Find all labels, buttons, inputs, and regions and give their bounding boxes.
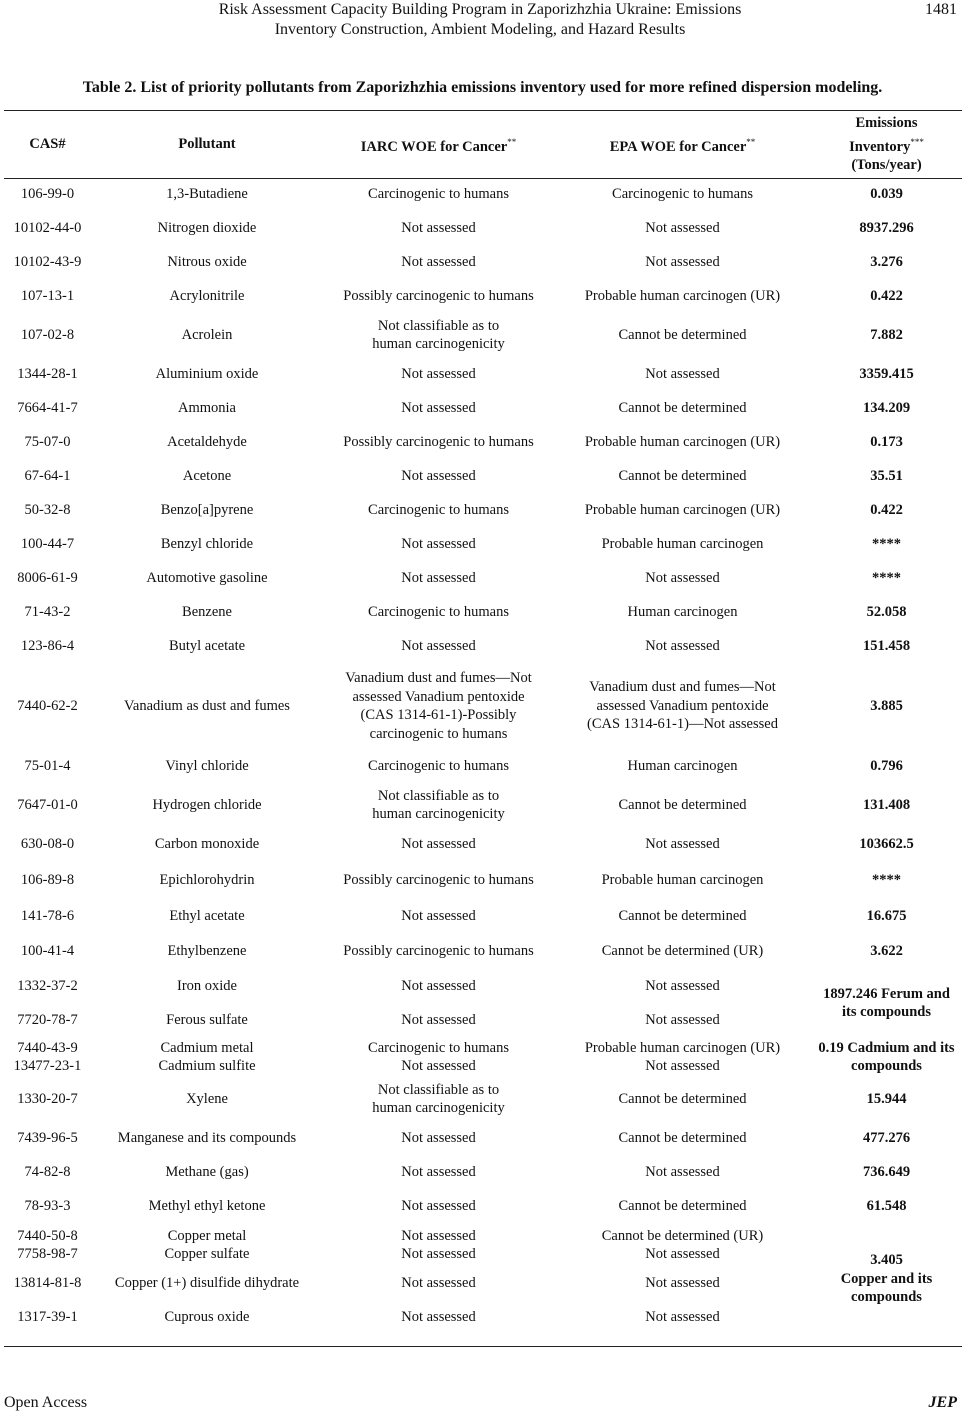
table-row — [4, 595, 962, 629]
cell-cas: 50-32-8 — [24, 501, 71, 518]
cell-iarc: Vanadium dust and fumes—Not assessed Vanadium pentoxide (CAS 1314-61-1)-Possibly carcinogenic to humans — [345, 670, 532, 742]
cell-emis: 1897.246 Ferum and its compounds — [823, 985, 950, 1020]
cell-iarc: Not assessed — [401, 1308, 476, 1325]
cell-iarc: Not classifiable as to human carcinogenicity — [372, 317, 505, 352]
cell-pollutant: Copper metal Copper sulfate — [164, 1227, 250, 1262]
cell-epa: Probable human carcinogen (UR) — [584, 433, 781, 450]
cell-cas: 75-01-4 — [24, 757, 71, 774]
cell-epa: Cannot be determined — [618, 1129, 747, 1146]
cell-pollutant: Manganese and its compounds — [117, 1129, 297, 1146]
table-row — [4, 933, 962, 969]
cell-cas: 1344-28-1 — [17, 365, 78, 382]
cell-epa: Cannot be determined (UR) Not assessed — [601, 1227, 764, 1262]
cell-epa: Not assessed — [645, 365, 720, 382]
cell-iarc: Carcinogenic to humans — [368, 757, 509, 774]
table-row — [4, 357, 962, 391]
cell-cas: 7647-01-0 — [17, 796, 78, 813]
table-row — [4, 749, 962, 783]
cell-epa: Cannot be determined — [618, 467, 747, 484]
cell-epa: Not assessed — [645, 253, 720, 270]
cell-cas: 7440-62-2 — [17, 697, 78, 714]
column-header-iarc: IARC WOE for Cancer** — [360, 136, 517, 155]
table-row — [4, 211, 962, 245]
cell-epa: Probable human carcinogen — [601, 535, 764, 552]
cell-cas: 71-43-2 — [24, 603, 71, 620]
footnote-mark: *** — [910, 136, 924, 147]
cell-epa: Not assessed — [645, 1163, 720, 1180]
cell-iarc: Not assessed — [401, 637, 476, 654]
table-row — [4, 1155, 962, 1189]
table-row — [4, 1077, 962, 1121]
table-row — [4, 1037, 962, 1077]
cell-iarc: Not assessed — [401, 1129, 476, 1146]
cell-pollutant: Epichlorohydrin — [159, 871, 255, 888]
cell-emis: 0.19 Cadmium and its compounds — [818, 1039, 955, 1074]
cell-pollutant: 1,3-Butadiene — [166, 186, 248, 203]
table-row — [4, 861, 962, 899]
cell-epa: Cannot be determined — [618, 1090, 747, 1107]
cell-cas: 67-64-1 — [24, 467, 71, 484]
cell-epa: Not assessed — [645, 1308, 720, 1325]
cell-pollutant: Xylene — [186, 1090, 228, 1107]
cell-cas: 100-44-7 — [20, 535, 75, 552]
cell-emis: 0.422 — [870, 501, 903, 518]
cell-iarc: Not assessed — [401, 467, 476, 484]
cell-pollutant: Acetone — [182, 467, 232, 484]
table-header-row — [4, 111, 962, 178]
cell-iarc: Not assessed — [401, 399, 476, 416]
cell-emis: 61.548 — [866, 1197, 907, 1214]
cell-pollutant: Cuprous oxide — [164, 1308, 250, 1325]
cell-iarc: Possibly carcinogenic to humans — [343, 942, 534, 959]
cell-emis: **** — [872, 535, 901, 552]
cell-emis: 35.51 — [870, 467, 903, 484]
cell-epa: Probable human carcinogen — [601, 871, 764, 888]
cell-epa: Cannot be determined — [618, 907, 747, 924]
cell-pollutant: Iron oxide — [177, 977, 237, 994]
running-title — [130, 0, 830, 40]
cell-pollutant: Acetaldehyde — [167, 433, 247, 450]
cell-epa: Probable human carcinogen (UR) Not assessed — [584, 1039, 781, 1074]
cell-emis: **** — [872, 569, 901, 586]
cell-pollutant: Vinyl chloride — [165, 757, 249, 774]
cell-emis: 7.882 — [870, 326, 903, 343]
cell-iarc: Not assessed — [401, 569, 476, 586]
cell-iarc: Not assessed — [401, 835, 476, 852]
cell-cas: 1317-39-1 — [17, 1308, 78, 1325]
cell-emis: 3359.415 — [859, 365, 914, 382]
footnote-mark: ** — [507, 136, 517, 147]
cell-emis: 0.173 — [870, 433, 903, 450]
table-row — [4, 493, 962, 527]
cell-epa: Probable human carcinogen (UR) — [584, 287, 781, 304]
cell-emis: 3.405 Copper and its compounds — [840, 1252, 933, 1306]
cell-iarc: Not classifiable as to human carcinogenicity — [372, 1081, 505, 1116]
column-header-pollutant: Pollutant — [178, 136, 236, 153]
cell-pollutant: Benzyl chloride — [160, 535, 254, 552]
cell-iarc: Not assessed — [401, 253, 476, 270]
table-row — [4, 425, 962, 459]
cell-cas: 7664-41-7 — [17, 399, 78, 416]
table-row — [4, 527, 962, 561]
cell-pollutant: Ethylbenzene — [167, 942, 247, 959]
cell-cas: 10102-44-0 — [13, 219, 82, 236]
running-header — [0, 0, 965, 44]
cell-cas: 7439-96-5 — [17, 1129, 78, 1146]
cell-epa: Cannot be determined — [618, 326, 747, 343]
table-row — [4, 899, 962, 933]
cell-epa: Cannot be determined — [618, 796, 747, 813]
cell-emis: 15.944 — [866, 1090, 907, 1107]
cell-pollutant: Methyl ethyl ketone — [148, 1197, 266, 1214]
table-row — [4, 827, 962, 861]
cell-cas: 7440-43-9 13477-23-1 — [13, 1039, 82, 1074]
cell-epa: Not assessed — [645, 219, 720, 236]
cell-iarc: Carcinogenic to humans Not assessed — [368, 1039, 509, 1074]
cell-iarc: Carcinogenic to humans — [368, 186, 509, 203]
cell-iarc: Possibly carcinogenic to humans — [343, 871, 534, 888]
footer-open-access: Open Access — [4, 1394, 88, 1411]
footer-journal: JEP — [928, 1394, 957, 1411]
table-row — [4, 1121, 962, 1155]
cell-iarc: Not assessed — [401, 1274, 476, 1291]
cell-cas: 106-99-0 — [20, 186, 75, 203]
table-row — [4, 783, 962, 827]
cell-pollutant: Acrylonitrile — [169, 287, 245, 304]
table-body — [4, 178, 962, 1335]
cell-cas: 1330-20-7 — [17, 1090, 78, 1107]
cell-emis: 131.408 — [862, 796, 911, 813]
cell-iarc: Not assessed — [401, 1197, 476, 1214]
cell-emis: 103662.5 — [859, 835, 914, 852]
table-row — [4, 1189, 962, 1223]
cell-pollutant: Aluminium oxide — [155, 365, 259, 382]
cell-pollutant: Cadmium metal Cadmium sulfite — [158, 1039, 256, 1074]
cell-emis: 16.675 — [866, 907, 907, 924]
cell-epa: Human carcinogen — [627, 757, 738, 774]
table-caption: Table 2. List of priority pollutants from Zaporizhzhia emissions inventory used for more refined dispersion modeling. — [82, 79, 883, 96]
cell-pollutant: Ethyl acetate — [169, 907, 245, 924]
table-row — [4, 629, 962, 663]
cell-emis: 736.649 — [862, 1163, 911, 1180]
cell-epa: Human carcinogen — [627, 603, 738, 620]
page-number: 1481 — [925, 1, 957, 18]
table-row — [4, 178, 962, 211]
column-header-emissions: Emissions Inventory*** (Tons/year) — [849, 115, 924, 174]
cell-emis: 134.209 — [862, 399, 911, 416]
cell-iarc: Carcinogenic to humans — [368, 501, 509, 518]
cell-pollutant: Butyl acetate — [168, 637, 246, 654]
cell-pollutant: Vanadium as dust and fumes — [124, 697, 290, 714]
cell-iarc: Possibly carcinogenic to humans — [343, 433, 534, 450]
cell-pollutant: Benzo[a]pyrene — [160, 501, 254, 518]
cell-emis: 3.885 — [870, 697, 903, 714]
cell-pollutant: Hydrogen chloride — [152, 796, 262, 813]
cell-epa: Not assessed — [645, 835, 720, 852]
page-footer — [0, 1394, 965, 1414]
cell-emis: 3.276 — [870, 253, 903, 270]
cell-epa: Cannot be determined — [618, 399, 747, 416]
cell-pollutant: Methane (gas) — [165, 1163, 249, 1180]
cell-emis: 8937.296 — [859, 219, 914, 236]
running-title-line-2: Inventory Construction, Ambient Modeling, and Hazard Results — [274, 21, 686, 38]
cell-epa: Probable human carcinogen (UR) — [584, 501, 781, 518]
table-row — [4, 313, 962, 357]
cell-cas: 78-93-3 — [24, 1197, 71, 1214]
cell-iarc: Possibly carcinogenic to humans — [343, 287, 534, 304]
cell-pollutant: Nitrous oxide — [167, 253, 247, 270]
cell-pollutant: Copper (1+) disulfide dihydrate — [114, 1274, 300, 1291]
cell-emis: 0.039 — [870, 186, 903, 203]
cell-cas: 106-89-8 — [20, 871, 75, 888]
running-title-line-1: Risk Assessment Capacity Building Program in Zaporizhzhia Ukraine: Emissions — [218, 1, 742, 18]
cell-epa: Not assessed — [645, 1011, 720, 1028]
table-row — [4, 561, 962, 595]
cell-epa: Cannot be determined — [618, 1197, 747, 1214]
cell-iarc: Not assessed — [401, 219, 476, 236]
cell-iarc: Not classifiable as to human carcinogenicity — [372, 787, 505, 822]
cell-pollutant: Ammonia — [178, 399, 236, 416]
cell-pollutant: Benzene — [182, 603, 232, 620]
cell-cas: 107-13-1 — [20, 287, 75, 304]
cell-cas: 10102-43-9 — [13, 253, 82, 270]
cell-cas: 74-82-8 — [24, 1163, 71, 1180]
cell-iarc: Not assessed — [401, 907, 476, 924]
cell-emis: **** — [872, 871, 901, 888]
cell-cas: 8006-61-9 — [17, 569, 78, 586]
cell-emis: 477.276 — [862, 1129, 911, 1146]
cell-epa: Not assessed — [645, 1274, 720, 1291]
cell-pollutant: Carbon monoxide — [154, 835, 260, 852]
cell-cas: 75-07-0 — [24, 433, 71, 450]
cell-cas: 1332-37-2 — [17, 977, 78, 994]
cell-iarc: Not assessed — [401, 1163, 476, 1180]
cell-cas: 7440-50-8 7758-98-7 — [17, 1227, 78, 1262]
cell-iarc: Not assessed — [401, 535, 476, 552]
cell-iarc: Carcinogenic to humans — [368, 603, 509, 620]
cell-cas: 141-78-6 — [20, 907, 75, 924]
cell-iarc: Not assessed — [401, 1011, 476, 1028]
cell-cas: 630-08-0 — [20, 835, 75, 852]
column-header-epa: EPA WOE for Cancer** — [609, 136, 756, 155]
cell-epa: Cannot be determined (UR) — [601, 942, 764, 959]
cell-emis: 52.058 — [866, 603, 907, 620]
cell-pollutant: Automotive gasoline — [146, 569, 268, 586]
column-header-cas: CAS# — [29, 136, 66, 153]
table-row — [4, 459, 962, 493]
cell-epa: Vanadium dust and fumes—Not assessed Vanadium pentoxide (CAS 1314-61-1)—Not assessed — [587, 679, 778, 733]
cell-emis: 0.422 — [870, 287, 903, 304]
cell-epa: Not assessed — [645, 977, 720, 994]
cell-epa: Carcinogenic to humans — [612, 186, 753, 203]
table-row — [4, 969, 962, 1003]
footnote-mark: ** — [746, 136, 756, 147]
table-row — [4, 391, 962, 425]
cell-cas: 13814-81-8 — [13, 1274, 82, 1291]
cell-iarc: Not assessed — [401, 977, 476, 994]
table-row — [4, 279, 962, 313]
cell-cas: 123-86-4 — [20, 637, 75, 654]
pollutants-table — [4, 111, 962, 1335]
table-row — [4, 1223, 962, 1267]
cell-pollutant: Acrolein — [181, 326, 233, 343]
cell-epa: Not assessed — [645, 569, 720, 586]
cell-cas: 107-02-8 — [20, 326, 75, 343]
table-bottom-rule — [4, 1346, 962, 1347]
cell-cas: 100-41-4 — [20, 942, 75, 959]
cell-pollutant: Nitrogen dioxide — [157, 219, 257, 236]
cell-emis: 0.796 — [870, 757, 903, 774]
table-row — [4, 245, 962, 279]
cell-emis: 151.458 — [862, 637, 911, 654]
cell-iarc: Not assessed — [401, 365, 476, 382]
cell-epa: Not assessed — [645, 637, 720, 654]
cell-emis: 3.622 — [870, 942, 903, 959]
cell-pollutant: Ferous sulfate — [166, 1011, 248, 1028]
cell-cas: 7720-78-7 — [17, 1011, 78, 1028]
cell-iarc: Not assessed Not assessed — [401, 1227, 476, 1262]
table-row — [4, 663, 962, 749]
